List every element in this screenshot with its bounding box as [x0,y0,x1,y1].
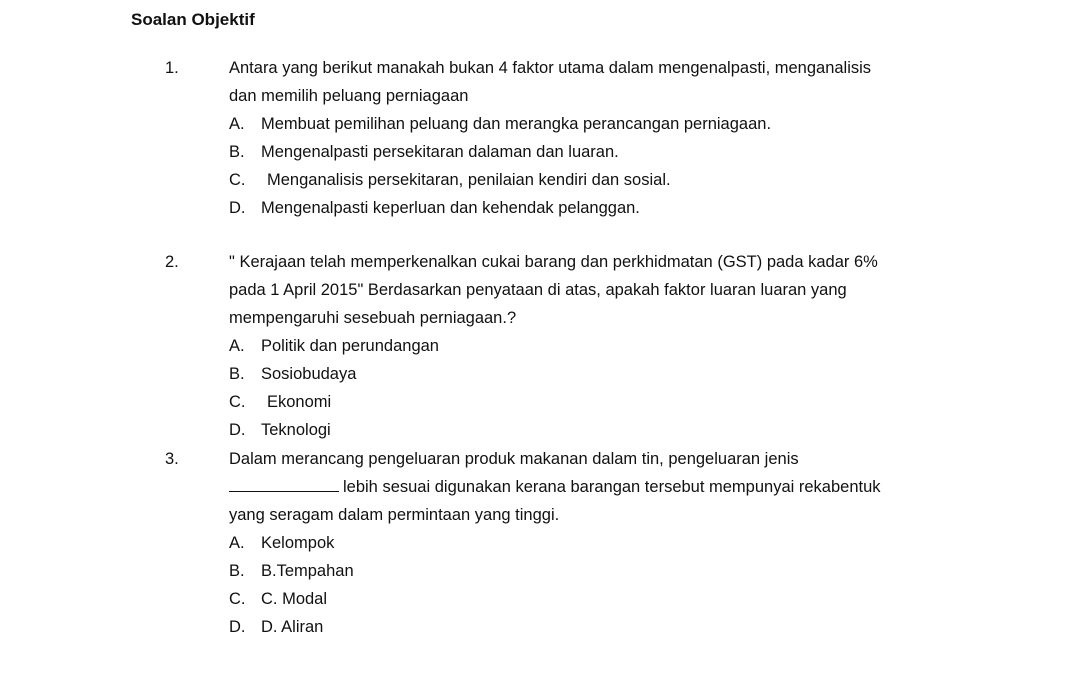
question-number: 3. [165,450,179,468]
option-a [229,110,949,138]
option-letter: C. [229,590,246,608]
question-text-line: dan memilih peluang perniagaan [229,87,469,105]
option-a [229,332,949,360]
option-b [229,138,949,166]
question-body [229,54,949,222]
option-letter: D. [229,199,246,217]
option-text: Membuat pemilihan peluang dan merangka perancangan perniagaan. [261,115,772,133]
option-text: Sosiobudaya [261,365,357,383]
option-letter: B. [229,365,245,383]
option-text: B.Tempahan [261,562,354,580]
option-c [229,166,949,194]
question-body [229,445,949,641]
question-text-line: mempengaruhi sesebuah perniagaan.? [229,309,517,327]
option-letter: C. [229,171,246,189]
fill-in-blank [229,474,339,492]
question-text-line: " Kerajaan telah memperkenalkan cukai barang dan perkhidmatan (GST) pada kadar 6% [229,253,878,271]
option-text: Teknologi [261,421,331,439]
option-d [229,416,949,444]
option-text: Ekonomi [267,393,332,411]
option-letter: A. [229,337,245,355]
option-letter: B. [229,562,245,580]
question-text-line: Antara yang berikut manakah bukan 4 faktor utama dalam mengenalpasti, menganalisis [229,59,872,77]
option-text: C. Modal [261,590,328,608]
option-b [229,557,949,585]
question-number: 1. [165,59,179,77]
option-text: Mengenalpasti keperluan dan kehendak pelanggan. [261,199,640,217]
option-text: Menganalisis persekitaran, penilaian kendiri dan sosial. [267,171,671,189]
option-text: Kelompok [261,534,335,552]
option-text: Mengenalpasti persekitaran dalaman dan luaran. [261,143,619,161]
option-d [229,613,949,641]
question-text-line: Dalam merancang pengeluaran produk makanan dalam tin, pengeluaran jenis [229,450,799,468]
question-text-line-with-blank [229,473,949,501]
option-c [229,388,949,416]
option-letter: A. [229,115,245,133]
option-d [229,194,949,222]
option-letter: B. [229,143,245,161]
option-a [229,529,949,557]
question-text-line: yang seragam dalam permintaan yang tinggi. [229,506,560,524]
option-text: Politik dan perundangan [261,337,439,355]
question-text-line: pada 1 April 2015" Berdasarkan penyataan di atas, apakah faktor luaran luaran yang [229,281,847,299]
question-body [229,248,949,444]
section-heading: Soalan Objektif [131,10,255,29]
option-letter: D. [229,421,246,439]
option-text: D. Aliran [261,618,324,636]
option-letter: A. [229,534,245,552]
option-c [229,585,949,613]
option-letter: D. [229,618,246,636]
question-number: 2. [165,253,179,271]
question-text-fragment: lebih sesuai digunakan kerana barangan tersebut mempunyai rekabentuk [343,478,881,496]
option-letter: C. [229,393,246,411]
option-b [229,360,949,388]
